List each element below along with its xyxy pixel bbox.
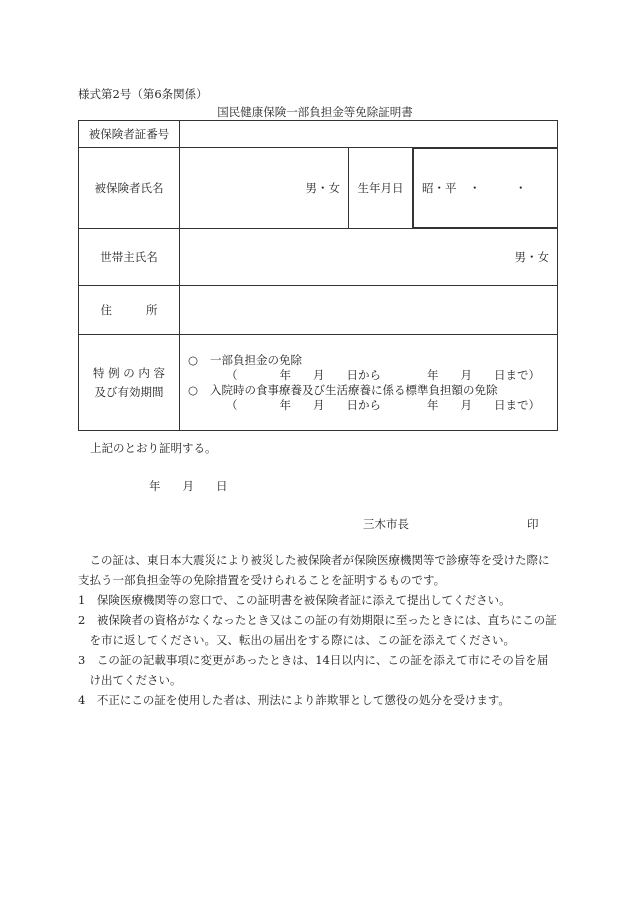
householder-label: 世帯主氏名	[79, 229, 180, 286]
certification-statement: 上記のとおり証明する。	[90, 441, 217, 455]
option-meal-exemption[interactable]: ○ 入院時の食事療養及び生活療養に係る標準負担額の免除	[188, 382, 498, 397]
insured-number-row	[79, 121, 558, 148]
date-separators: ・ ・	[469, 181, 527, 195]
address-label: 住 所	[79, 286, 180, 335]
option-copay-period: （ 年 月 日から 年 月 日まで）	[226, 367, 540, 382]
birthdate-label: 生年月日	[349, 148, 413, 229]
issue-date: 年 月 日	[149, 479, 228, 493]
notes-section	[78, 550, 558, 710]
householder-gender-options[interactable]: 男・女	[514, 250, 550, 264]
insured-name-field[interactable]	[180, 148, 349, 229]
note-item: 4 不正にこの証を使用した者は、刑法により詐欺罪として懲役の処分を受けます。	[78, 693, 510, 707]
insured-gender-options[interactable]: 男・女	[305, 181, 340, 195]
note-item: 2 被保険者の資格がなくなったとき又はこの証の有効期限に至ったときには、直ちにこの証を市に返してください。又、転出の届出をする際には、この証を添えてください。	[78, 613, 557, 647]
insured-number-label: 被保険者証番号	[79, 121, 180, 148]
birthdate-field[interactable]	[413, 148, 558, 228]
special-provisions-row	[79, 335, 558, 431]
address-row	[79, 286, 558, 335]
form-code: 様式第2号（第6条関係）	[78, 87, 208, 101]
option-radio-circle[interactable]: ○	[188, 352, 199, 367]
note-item: 3 この証の記載事項に変更があったときは、14日以内に、この証を添えて市にその旨を届け出てください。	[78, 653, 549, 687]
address-field[interactable]	[180, 286, 558, 335]
certificate-table	[78, 120, 558, 431]
householder-row	[79, 229, 558, 286]
option-radio-circle[interactable]: ○	[188, 382, 199, 397]
issuer-name: 三木市長	[363, 517, 409, 531]
notes-intro: この証は、東日本大震災により被災した被保険者が保険医療機関等で診療等を受けた際に支払う一部負担金等の免除措置を受けられることを証明するものです。	[78, 553, 550, 587]
householder-field[interactable]	[180, 229, 558, 286]
document-title: 国民健康保険一部負担金等免除証明書	[217, 105, 413, 119]
seal-mark: 印	[527, 517, 539, 531]
special-provisions-label: 特 例 の 内 容 及び有効期間	[79, 335, 180, 431]
option-copay-exemption[interactable]: ○ 一部負担金の免除	[188, 352, 303, 367]
era-options[interactable]: 昭・平	[422, 181, 457, 195]
insured-number-field[interactable]	[180, 121, 558, 148]
insured-name-label: 被保険者氏名	[79, 148, 180, 229]
note-item: 1 保険医療機関等の窓口で、この証明書を被保険者証に添えて提出してください。	[78, 593, 511, 607]
option-meal-period: （ 年 月 日から 年 月 日まで）	[226, 397, 540, 412]
special-provisions-field	[180, 335, 558, 431]
insured-name-row	[79, 148, 558, 229]
